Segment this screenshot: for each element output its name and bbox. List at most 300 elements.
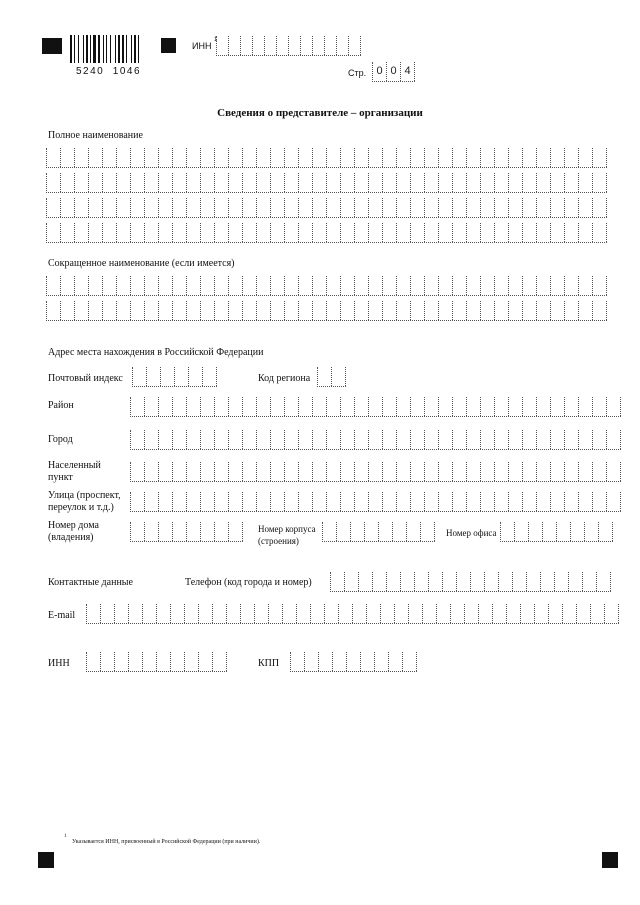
entry-cell[interactable] [299,198,313,217]
entry-cell[interactable] [75,276,89,295]
entry-cell[interactable] [305,652,319,671]
entry-cell[interactable] [425,462,439,481]
entry-cell[interactable] [143,604,157,623]
entry-cell[interactable] [189,367,203,386]
entry-cell[interactable] [229,223,243,242]
entry-cell[interactable] [555,572,569,591]
full-name-row-3[interactable] [46,198,607,218]
entry-cell[interactable] [509,397,523,416]
entry-cell[interactable] [465,604,479,623]
entry-cell[interactable] [593,430,607,449]
district-cells[interactable] [130,397,621,417]
entry-cell[interactable] [439,173,453,192]
entry-cell[interactable] [579,430,593,449]
entry-cell[interactable] [467,492,481,511]
entry-cell[interactable] [383,462,397,481]
entry-cell[interactable] [411,430,425,449]
entry-cell[interactable] [453,198,467,217]
entry-cell[interactable] [383,430,397,449]
entry-cell[interactable] [453,430,467,449]
entry-cell[interactable] [593,173,607,192]
entry-cell[interactable] [593,492,607,511]
entry-cell[interactable] [215,198,229,217]
entry-cell[interactable] [87,652,101,671]
entry-cell[interactable] [593,301,607,320]
entry-cell[interactable] [187,223,201,242]
entry-cell[interactable] [299,397,313,416]
entry-cell[interactable] [393,522,407,541]
entry-cell[interactable] [411,301,425,320]
entry-cell[interactable] [439,276,453,295]
entry-cell[interactable] [229,522,243,541]
entry-cell[interactable] [299,462,313,481]
header-inn-cells[interactable] [216,36,361,56]
entry-cell[interactable] [429,572,443,591]
entry-cell[interactable] [495,462,509,481]
entry-cell[interactable] [397,301,411,320]
entry-cell[interactable] [285,301,299,320]
entry-cell[interactable] [355,462,369,481]
entry-cell[interactable] [439,223,453,242]
entry-cell[interactable] [89,173,103,192]
entry-cell[interactable] [173,492,187,511]
entry-cell[interactable] [425,173,439,192]
entry-cell[interactable] [453,301,467,320]
entry-cell[interactable] [369,276,383,295]
entry-cell[interactable] [313,276,327,295]
entry-cell[interactable] [439,430,453,449]
entry-cell[interactable] [333,652,347,671]
entry-cell[interactable] [563,604,577,623]
entry-cell[interactable] [145,148,159,167]
entry-cell[interactable] [157,604,171,623]
entry-cell[interactable] [75,198,89,217]
entry-cell[interactable] [443,572,457,591]
entry-cell[interactable] [271,198,285,217]
entry-cell[interactable] [61,223,75,242]
entry-cell[interactable] [61,301,75,320]
entry-cell[interactable] [215,148,229,167]
entry-cell[interactable] [453,148,467,167]
entry-cell[interactable] [341,301,355,320]
entry-cell[interactable] [203,367,217,386]
entry-cell[interactable] [173,223,187,242]
entry-cell[interactable] [291,652,305,671]
entry-cell[interactable] [551,492,565,511]
entry-cell[interactable] [157,652,171,671]
entry-cell[interactable] [593,198,607,217]
entry-cell[interactable] [185,652,199,671]
entry-cell[interactable] [457,572,471,591]
entry-cell[interactable] [271,148,285,167]
email-cells[interactable] [86,604,619,624]
entry-cell[interactable] [131,301,145,320]
entry-cell[interactable] [409,604,423,623]
entry-cell[interactable] [593,276,607,295]
entry-cell[interactable] [453,173,467,192]
entry-cell[interactable] [593,462,607,481]
entry-cell[interactable] [215,173,229,192]
entry-cell[interactable] [355,301,369,320]
entry-cell[interactable] [467,276,481,295]
entry-cell[interactable] [145,276,159,295]
entry-cell[interactable] [395,604,409,623]
entry-cell[interactable] [285,462,299,481]
entry-cell[interactable] [607,492,621,511]
entry-cell[interactable] [187,148,201,167]
entry-cell[interactable] [89,301,103,320]
entry-cell[interactable] [355,397,369,416]
entry-cell[interactable] [523,148,537,167]
entry-cell[interactable] [439,198,453,217]
entry-cell[interactable] [229,198,243,217]
entry-cell[interactable] [243,462,257,481]
locality-cells[interactable] [130,462,621,482]
entry-cell[interactable] [283,604,297,623]
entry-cell[interactable] [187,276,201,295]
entry-cell[interactable] [523,430,537,449]
entry-cell[interactable] [369,492,383,511]
entry-cell[interactable] [61,173,75,192]
entry-cell[interactable] [383,301,397,320]
entry-cell[interactable] [243,492,257,511]
entry-cell[interactable] [367,604,381,623]
entry-cell[interactable] [579,492,593,511]
entry-cell[interactable] [369,223,383,242]
entry-cell[interactable] [285,492,299,511]
entry-cell[interactable] [411,276,425,295]
entry-cell[interactable] [509,173,523,192]
entry-cell[interactable] [591,604,605,623]
entry-cell[interactable] [147,367,161,386]
entry-cell[interactable] [425,148,439,167]
entry-cell[interactable] [565,462,579,481]
entry-cell[interactable] [495,223,509,242]
entry-cell[interactable] [285,430,299,449]
entry-cell[interactable] [243,173,257,192]
entry-cell[interactable] [481,148,495,167]
entry-cell[interactable] [521,604,535,623]
entry-cell[interactable] [299,492,313,511]
entry-cell[interactable] [467,462,481,481]
entry-cell[interactable] [173,301,187,320]
entry-cell[interactable] [467,223,481,242]
entry-cell[interactable] [215,276,229,295]
entry-cell[interactable] [501,522,515,541]
entry-cell[interactable] [133,367,147,386]
entry-cell[interactable] [349,36,361,55]
entry-cell[interactable] [145,492,159,511]
entry-cell[interactable] [75,301,89,320]
entry-cell[interactable] [439,301,453,320]
entry-cell[interactable] [401,572,415,591]
entry-cell[interactable] [243,276,257,295]
entry-cell[interactable] [397,148,411,167]
entry-cell[interactable] [453,276,467,295]
entry-cell[interactable] [507,604,521,623]
entry-cell[interactable] [257,148,271,167]
entry-cell[interactable] [341,492,355,511]
entry-cell[interactable] [551,223,565,242]
entry-cell[interactable] [369,462,383,481]
entry-cell[interactable] [229,301,243,320]
entry-cell[interactable] [103,173,117,192]
entry-cell[interactable] [145,223,159,242]
entry-cell[interactable] [299,148,313,167]
entry-cell[interactable] [425,276,439,295]
entry-cell[interactable] [101,604,115,623]
entry-cell[interactable] [313,492,327,511]
entry-cell[interactable] [257,173,271,192]
entry-cell[interactable] [551,198,565,217]
entry-cell[interactable] [481,430,495,449]
entry-cell[interactable] [173,276,187,295]
entry-cell[interactable] [199,604,213,623]
entry-cell[interactable] [173,397,187,416]
entry-cell[interactable] [369,173,383,192]
entry-cell[interactable] [467,148,481,167]
entry-cell[interactable] [313,301,327,320]
entry-cell[interactable] [481,462,495,481]
entry-cell[interactable] [607,397,621,416]
entry-cell[interactable] [381,604,395,623]
entry-cell[interactable] [383,223,397,242]
entry-cell[interactable] [579,198,593,217]
entry-cell[interactable] [271,462,285,481]
entry-cell[interactable] [537,148,551,167]
entry-cell[interactable] [341,462,355,481]
entry-cell[interactable] [257,492,271,511]
entry-cell[interactable] [299,276,313,295]
entry-cell[interactable] [265,36,277,55]
entry-cell[interactable] [257,301,271,320]
entry-cell[interactable] [201,462,215,481]
entry-cell[interactable] [187,492,201,511]
entry-cell[interactable] [145,173,159,192]
entry-cell[interactable] [337,36,349,55]
entry-cell[interactable] [327,173,341,192]
entry-cell[interactable] [131,462,145,481]
entry-cell[interactable] [425,430,439,449]
entry-cell[interactable] [257,397,271,416]
entry-cell[interactable] [285,276,299,295]
kpp-cells[interactable] [290,652,417,672]
entry-cell[interactable] [341,276,355,295]
entry-cell[interactable] [359,572,373,591]
entry-cell[interactable] [61,198,75,217]
entry-cell[interactable] [537,462,551,481]
entry-cell[interactable] [523,276,537,295]
entry-cell[interactable] [375,652,389,671]
entry-cell[interactable] [131,198,145,217]
entry-cell[interactable] [439,148,453,167]
entry-cell[interactable] [297,604,311,623]
entry-cell[interactable] [593,223,607,242]
entry-cell[interactable] [355,430,369,449]
entry-cell[interactable] [159,492,173,511]
entry-cell[interactable] [159,462,173,481]
entry-cell[interactable] [325,36,337,55]
entry-cell[interactable] [369,430,383,449]
entry-cell[interactable] [407,522,421,541]
entry-cell[interactable] [509,492,523,511]
entry-cell[interactable] [131,173,145,192]
entry-cell[interactable] [131,522,145,541]
entry-cell[interactable] [425,301,439,320]
entry-cell[interactable] [285,397,299,416]
entry-cell[interactable] [397,223,411,242]
entry-cell[interactable] [495,301,509,320]
entry-cell[interactable] [301,36,313,55]
entry-cell[interactable] [495,276,509,295]
entry-cell[interactable] [131,148,145,167]
entry-cell[interactable] [243,198,257,217]
entry-cell[interactable] [415,572,429,591]
entry-cell[interactable] [537,223,551,242]
entry-cell[interactable] [319,652,333,671]
entry-cell[interactable] [215,462,229,481]
entry-cell[interactable] [493,604,507,623]
entry-cell[interactable] [215,223,229,242]
entry-cell[interactable] [339,604,353,623]
entry-cell[interactable] [171,604,185,623]
entry-cell[interactable] [481,301,495,320]
entry-cell[interactable] [509,462,523,481]
phone-cells[interactable] [330,572,611,592]
entry-cell[interactable] [565,276,579,295]
entry-cell[interactable] [453,397,467,416]
entry-cell[interactable] [397,397,411,416]
entry-cell[interactable] [201,301,215,320]
entry-cell[interactable] [423,604,437,623]
entry-cell[interactable] [353,604,367,623]
entry-cell[interactable] [523,492,537,511]
entry-cell[interactable] [593,397,607,416]
entry-cell[interactable] [509,276,523,295]
entry-cell[interactable] [565,148,579,167]
entry-cell[interactable] [495,148,509,167]
entry-cell[interactable] [593,148,607,167]
entry-cell[interactable] [551,276,565,295]
entry-cell[interactable] [229,276,243,295]
entry-cell[interactable] [187,462,201,481]
entry-cell[interactable] [229,492,243,511]
entry-cell[interactable] [289,36,301,55]
region-code-cells[interactable] [317,367,346,387]
entry-cell[interactable] [327,462,341,481]
entry-cell[interactable] [229,397,243,416]
entry-cell[interactable] [467,198,481,217]
entry-cell[interactable] [471,572,485,591]
entry-cell[interactable] [271,223,285,242]
entry-cell[interactable] [201,173,215,192]
entry-cell[interactable] [327,397,341,416]
entry-cell[interactable] [285,198,299,217]
entry-cell[interactable] [341,148,355,167]
entry-cell[interactable] [495,397,509,416]
entry-cell[interactable] [481,492,495,511]
entry-cell[interactable] [481,223,495,242]
entry-cell[interactable] [467,173,481,192]
entry-cell[interactable] [535,604,549,623]
city-cells[interactable] [130,430,621,450]
entry-cell[interactable] [565,430,579,449]
entry-cell[interactable] [101,652,115,671]
entry-cell[interactable] [565,301,579,320]
building-number-cells[interactable] [322,522,435,542]
entry-cell[interactable] [355,173,369,192]
entry-cell[interactable] [175,367,189,386]
entry-cell[interactable] [499,572,513,591]
entry-cell[interactable] [159,173,173,192]
entry-cell[interactable] [173,462,187,481]
entry-cell[interactable] [411,148,425,167]
entry-cell[interactable] [509,430,523,449]
entry-cell[interactable] [397,173,411,192]
entry-cell[interactable] [187,198,201,217]
entry-cell[interactable] [537,430,551,449]
entry-cell[interactable] [159,397,173,416]
street-cells[interactable] [130,492,621,512]
short-name-row-2[interactable] [46,301,607,321]
entry-cell[interactable] [495,430,509,449]
entry-cell[interactable] [537,276,551,295]
entry-cell[interactable] [373,572,387,591]
entry-cell[interactable] [117,173,131,192]
entry-cell[interactable] [215,301,229,320]
entry-cell[interactable] [327,301,341,320]
entry-cell[interactable] [173,148,187,167]
entry-cell[interactable] [579,223,593,242]
entry-cell[interactable] [131,492,145,511]
entry-cell[interactable] [145,397,159,416]
entry-cell[interactable] [271,430,285,449]
entry-cell[interactable] [365,522,379,541]
entry-cell[interactable] [201,430,215,449]
entry-cell[interactable] [243,397,257,416]
entry-cell[interactable] [173,522,187,541]
entry-cell[interactable] [313,36,325,55]
entry-cell[interactable] [495,173,509,192]
entry-cell[interactable] [425,492,439,511]
entry-cell[interactable] [299,223,313,242]
entry-cell[interactable] [269,604,283,623]
entry-cell[interactable] [327,198,341,217]
postal-index-cells[interactable] [132,367,217,387]
entry-cell[interactable] [411,492,425,511]
entry-cell[interactable] [551,462,565,481]
entry-cell[interactable] [103,148,117,167]
entry-cell[interactable] [271,397,285,416]
entry-cell[interactable] [47,198,61,217]
entry-cell[interactable] [257,223,271,242]
entry-cell[interactable] [187,397,201,416]
entry-cell[interactable] [129,604,143,623]
entry-cell[interactable] [201,276,215,295]
entry-cell[interactable] [201,148,215,167]
entry-cell[interactable] [439,492,453,511]
entry-cell[interactable] [579,397,593,416]
entry-cell[interactable] [529,522,543,541]
entry-cell[interactable] [565,492,579,511]
entry-cell[interactable] [523,198,537,217]
entry-cell[interactable] [513,572,527,591]
entry-cell[interactable] [551,173,565,192]
entry-cell[interactable] [173,430,187,449]
entry-cell[interactable] [129,652,143,671]
full-name-row-1[interactable] [46,148,607,168]
entry-cell[interactable] [361,652,375,671]
